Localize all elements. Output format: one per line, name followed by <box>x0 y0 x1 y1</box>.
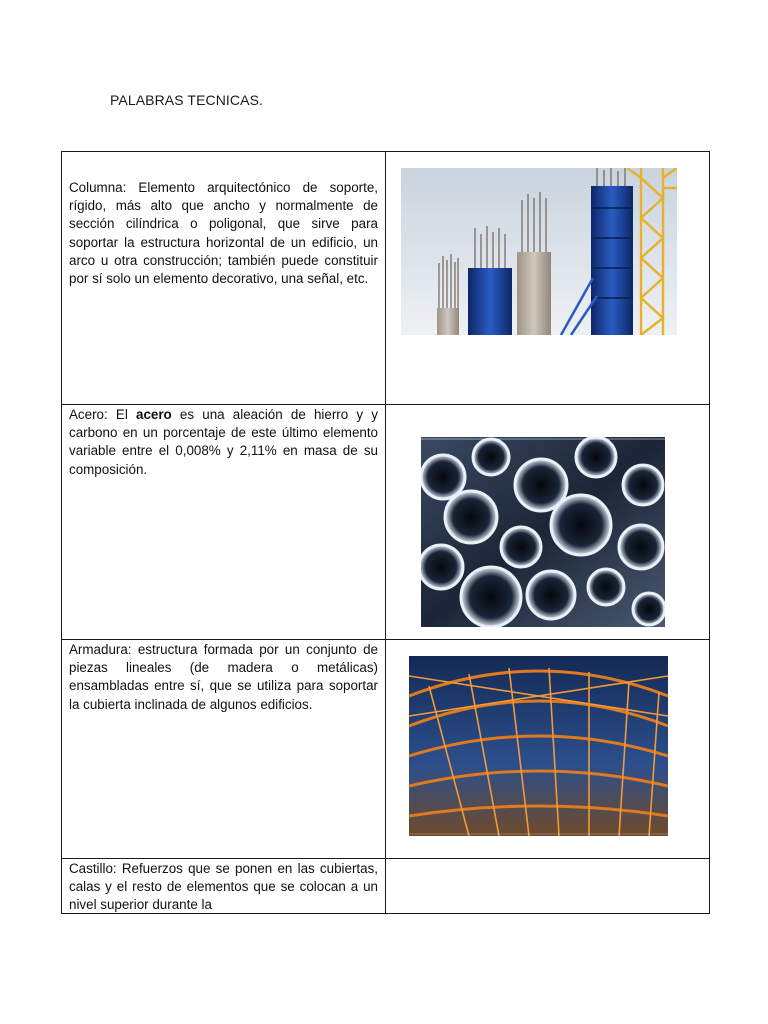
image-cell <box>386 405 710 640</box>
image-cell <box>386 859 710 914</box>
image-cell <box>386 640 710 859</box>
technical-terms-table <box>61 151 710 914</box>
definition-armadura: Armadura: estructura formada por un conjunto de piezas lineales (de madera o metálicas) ensambladas entre sí, que se utiliza para soportar la cubierta inclinada de algunos edificios. <box>69 642 378 712</box>
steel-pipes-illustration <box>421 437 665 627</box>
document-title: PALABRAS TECNICAS. <box>110 92 263 108</box>
table-row <box>62 405 710 640</box>
columns-photo <box>401 168 677 335</box>
definition-wrapper <box>62 859 385 913</box>
image-cell <box>386 152 710 405</box>
table-row <box>62 859 710 914</box>
roof-truss-photo <box>409 656 668 836</box>
table-row <box>62 152 710 405</box>
definition-cell <box>62 859 386 914</box>
definition-cell <box>62 152 386 405</box>
roof-truss-illustration <box>409 656 668 836</box>
definition-columna: Columna: Elemento arquitectónico de soporte, rígido, más alto que ancho y normalmente de sección cilíndrica o poligonal, que sirve para soportar la estructura horizontal de un edificio, un arco u otra construcción; también puede constituir por sí solo un elemento decorativo, una señal, etc. <box>69 180 378 287</box>
definition-castillo: Castillo: Refuerzos que se ponen en las cubiertas, calas y el resto de elementos que se colocan a un nivel superior durante la <box>69 861 378 913</box>
definition-cell <box>62 640 386 859</box>
definition-prefix: Acero: El <box>69 407 136 422</box>
definition-cell <box>62 405 386 640</box>
definition-acero <box>62 405 385 479</box>
definition-suffix: es una aleación de hierro y y carbono en un porcentaje de este último elemento variable entre el 0,008% y 2,11% en masa de su composición. <box>69 407 378 477</box>
steel-pipes-photo <box>421 437 665 627</box>
columns-illustration <box>401 168 677 335</box>
definition-bold-term: acero <box>136 407 172 422</box>
table-row <box>62 640 710 859</box>
